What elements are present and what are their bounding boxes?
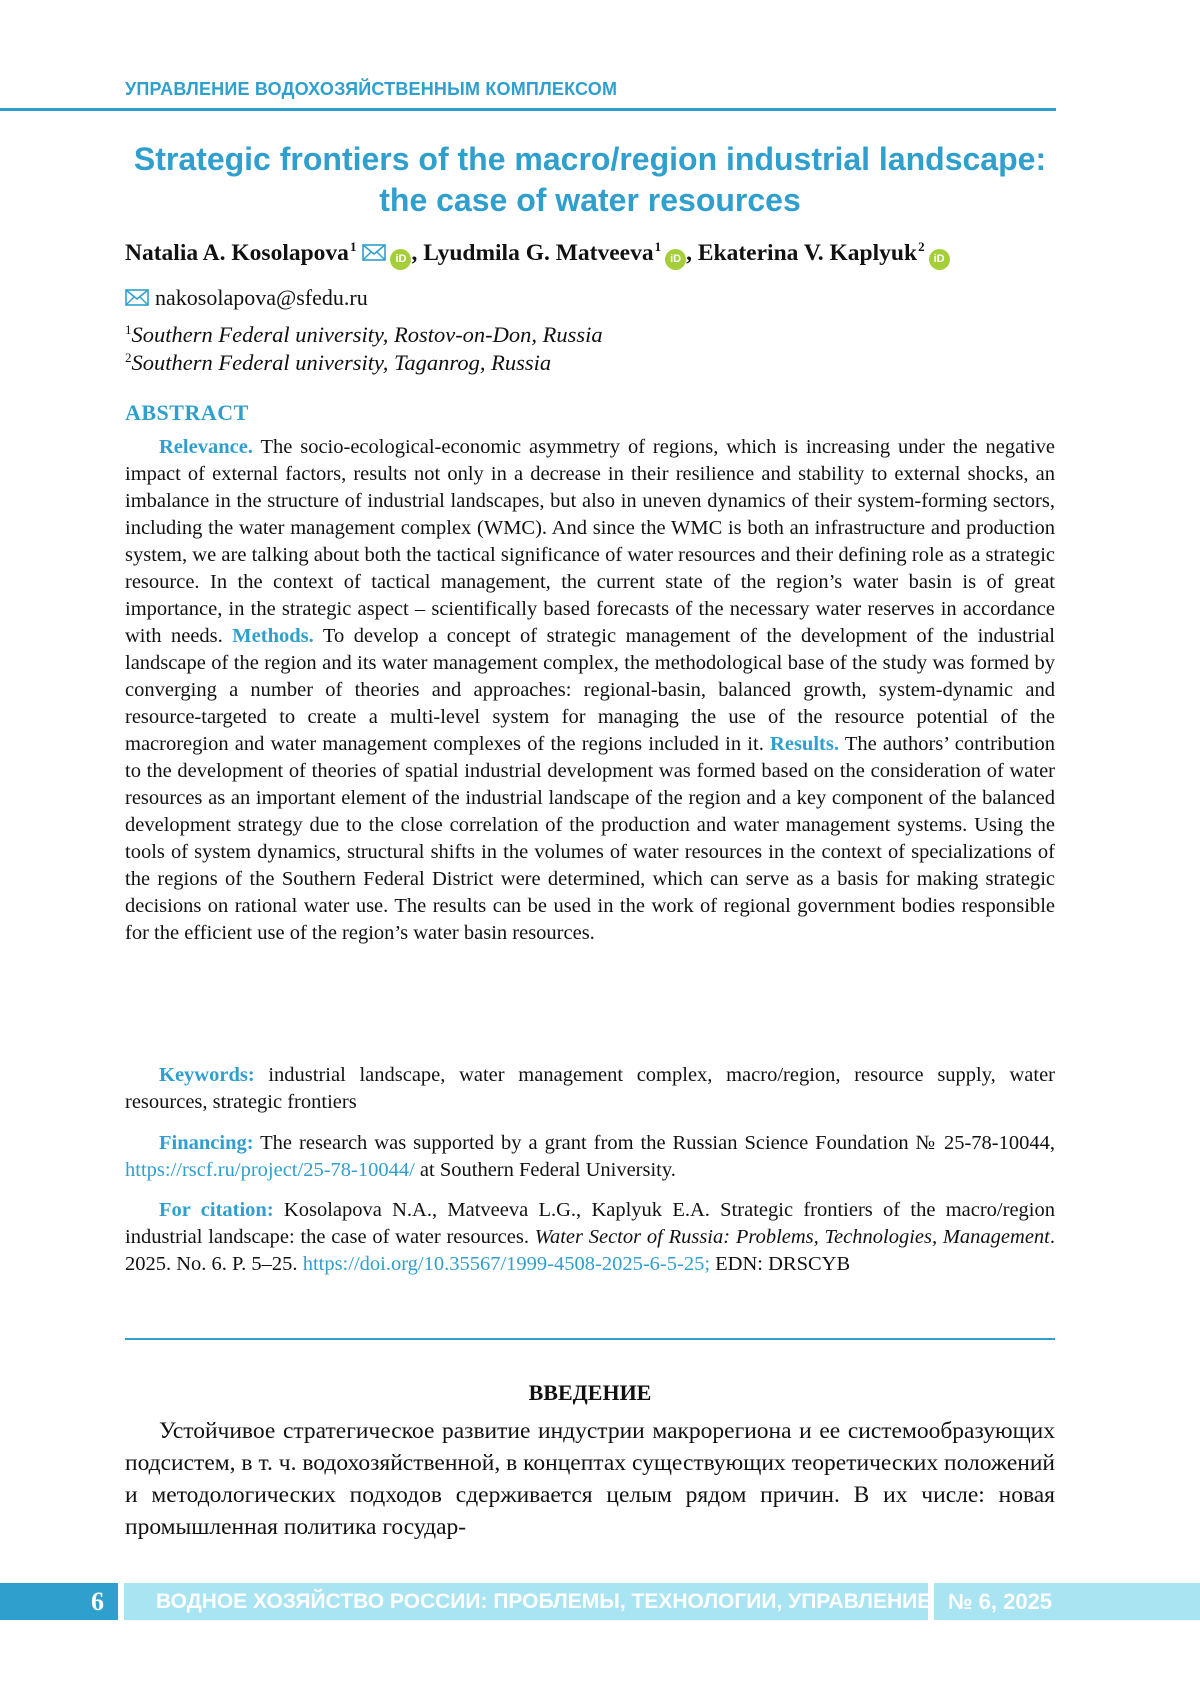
author-separator: , <box>686 240 698 266</box>
page-number: 6 <box>0 1583 118 1620</box>
results-text: The authors’ contribution to the development of theories of spatial industrial development was formed based on the consideration of water resources as an important element of the industrial landscape of the region and a key component of the balanced development strategy due to the close correlation of the production and water management systems. Using the tools of system dynamics, structural shifts in the volumes of water resources in the context of specializations of the regions of the Southern Federal District were determined, which can serve as a basis for making strategic decisions on rational water use. The results can be used in the work of regional government bodies responsible for the efficient use of the region’s water basin resources. <box>125 733 1055 944</box>
citation-edn: EDN: DRSCYB <box>710 1253 851 1275</box>
keywords-label: Keywords: <box>159 1064 255 1086</box>
methods-label: Methods. <box>232 625 314 647</box>
intro-paragraph: Устойчивое стратегическое развитие индустрии макрорегиона и ее системообразующих подсистем, в т. ч. водохозяйственной, в концептах существующих теоретических положений и методологических подходов сдерживается целым рядом причин. В их числе: новая промышленная политика государ- <box>125 1418 1055 1540</box>
email-address[interactable]: nakosolapova@sfedu.ru <box>155 285 368 310</box>
financing-text: The research was supported by a grant from the Russian Science Foundation № 25-78-10044, <box>253 1132 1055 1154</box>
relevance-text: The socio-ecological-economic asymmetry of regions, which is increasing under the negative impact of external factors, results not only in a decrease in their resilience and stability to external shocks, an imbalance in the structure of industrial landscapes, but also in uneven dynamics of their system-forming sectors, including the water management complex (WMC). And since the WMC is both an infrastructure and production system, we are talking about both the tactical significance of water resources and their defining role as a strategic resource. In the context of tactical management, the current state of the region’s water basin is of great importance, in the strategic aspect – scientifically based forecasts of the necessary water reserves in accordance with needs. <box>125 436 1055 647</box>
keywords-text: industrial landscape, water management complex, macro/region, resource supply, water resources, strategic frontiers <box>125 1064 1055 1113</box>
orcid-icon[interactable]: iD <box>390 249 411 270</box>
article-title: Strategic frontiers of the macro/region industrial landscape: the case of water resources <box>133 141 1047 218</box>
results-label: Results. <box>770 733 839 755</box>
abstract-heading: ABSTRACT <box>125 400 249 425</box>
envelope-icon <box>125 289 149 306</box>
corresponding-email <box>125 285 368 311</box>
affiliation <box>125 350 551 376</box>
orcid-icon[interactable]: iD <box>665 249 686 270</box>
author-name: Lyudmila G. Matveeva <box>423 240 654 266</box>
author-affiliation-mark: 2 <box>918 239 925 254</box>
citation-details: . 2025. No. 6. P. 5–25. <box>125 1226 1056 1275</box>
intro-heading: ВВЕДЕНИЕ <box>528 1380 652 1405</box>
citation-label: For citation: <box>159 1199 274 1221</box>
citation-paragraph <box>125 1197 1055 1278</box>
affiliation-mark: 1 <box>125 322 132 337</box>
author-name: Natalia A. Kosolapova <box>125 240 349 266</box>
financing-link[interactable]: https://rscf.ru/project/25-78-10044/ <box>125 1159 415 1181</box>
keywords-paragraph <box>125 1062 1055 1116</box>
financing-label: Financing: <box>159 1132 254 1154</box>
citation-text: Kosolapova N.A., Matveeva L.G., Kaplyuk E.A. Strategic frontiers of the macro/region industrial landscape: the case of water resources. <box>125 1199 1056 1248</box>
affiliation-text: Southern Federal university, Taganrog, Russia <box>131 350 552 375</box>
financing-paragraph <box>125 1130 1055 1184</box>
financing-tail: at Southern Federal University. <box>414 1159 676 1181</box>
citation-journal: Water Sector of Russia: Problems, Technologies, Management <box>534 1226 1050 1248</box>
affiliation-mark: 2 <box>125 350 132 365</box>
section-divider <box>125 1338 1055 1340</box>
author-separator: , <box>411 240 424 266</box>
methods-text: To develop a concept of strategic management of the development of the industrial landscape of the region and its water management complex, the methodological base of the study was formed by converging a number of theories and approaches: regional-basin, balanced growth, system-dynamic and resource-targeted to create a multi-level system for managing the use of the resource potential of the macroregion and water management complexes of the regions included in it. <box>125 625 1056 755</box>
affiliation <box>125 322 603 348</box>
envelope-icon[interactable] <box>362 244 386 261</box>
author-affiliation-mark: 1 <box>654 239 662 254</box>
author-name: Ekaterina V. Kaplyuk <box>697 240 918 266</box>
affiliation-text: Southern Federal university, Rostov-on-Don, Russia <box>131 322 603 347</box>
orcid-icon[interactable]: iD <box>929 249 950 270</box>
author-affiliation-mark: 1 <box>349 239 357 254</box>
author-list <box>125 239 950 270</box>
footer-issue: № 6, 2025 <box>934 1583 1200 1620</box>
footer-journal-title: ВОДНОЕ ХОЗЯЙСТВО РОССИИ: ПРОБЛЕМЫ, ТЕХНОЛОГИИ, УПРАВЛЕНИЕ <box>124 1583 928 1620</box>
header-rule <box>0 108 1056 111</box>
relevance-label: Relevance. <box>159 436 253 458</box>
doi-link[interactable]: https://doi.org/10.35567/1999-4508-2025-6-5-25; <box>302 1253 711 1275</box>
running-head: УПРАВЛЕНИЕ ВОДОХОЗЯЙСТВЕННЫМ КОМПЛЕКСОМ <box>125 79 618 99</box>
abstract-body <box>125 434 1055 1046</box>
